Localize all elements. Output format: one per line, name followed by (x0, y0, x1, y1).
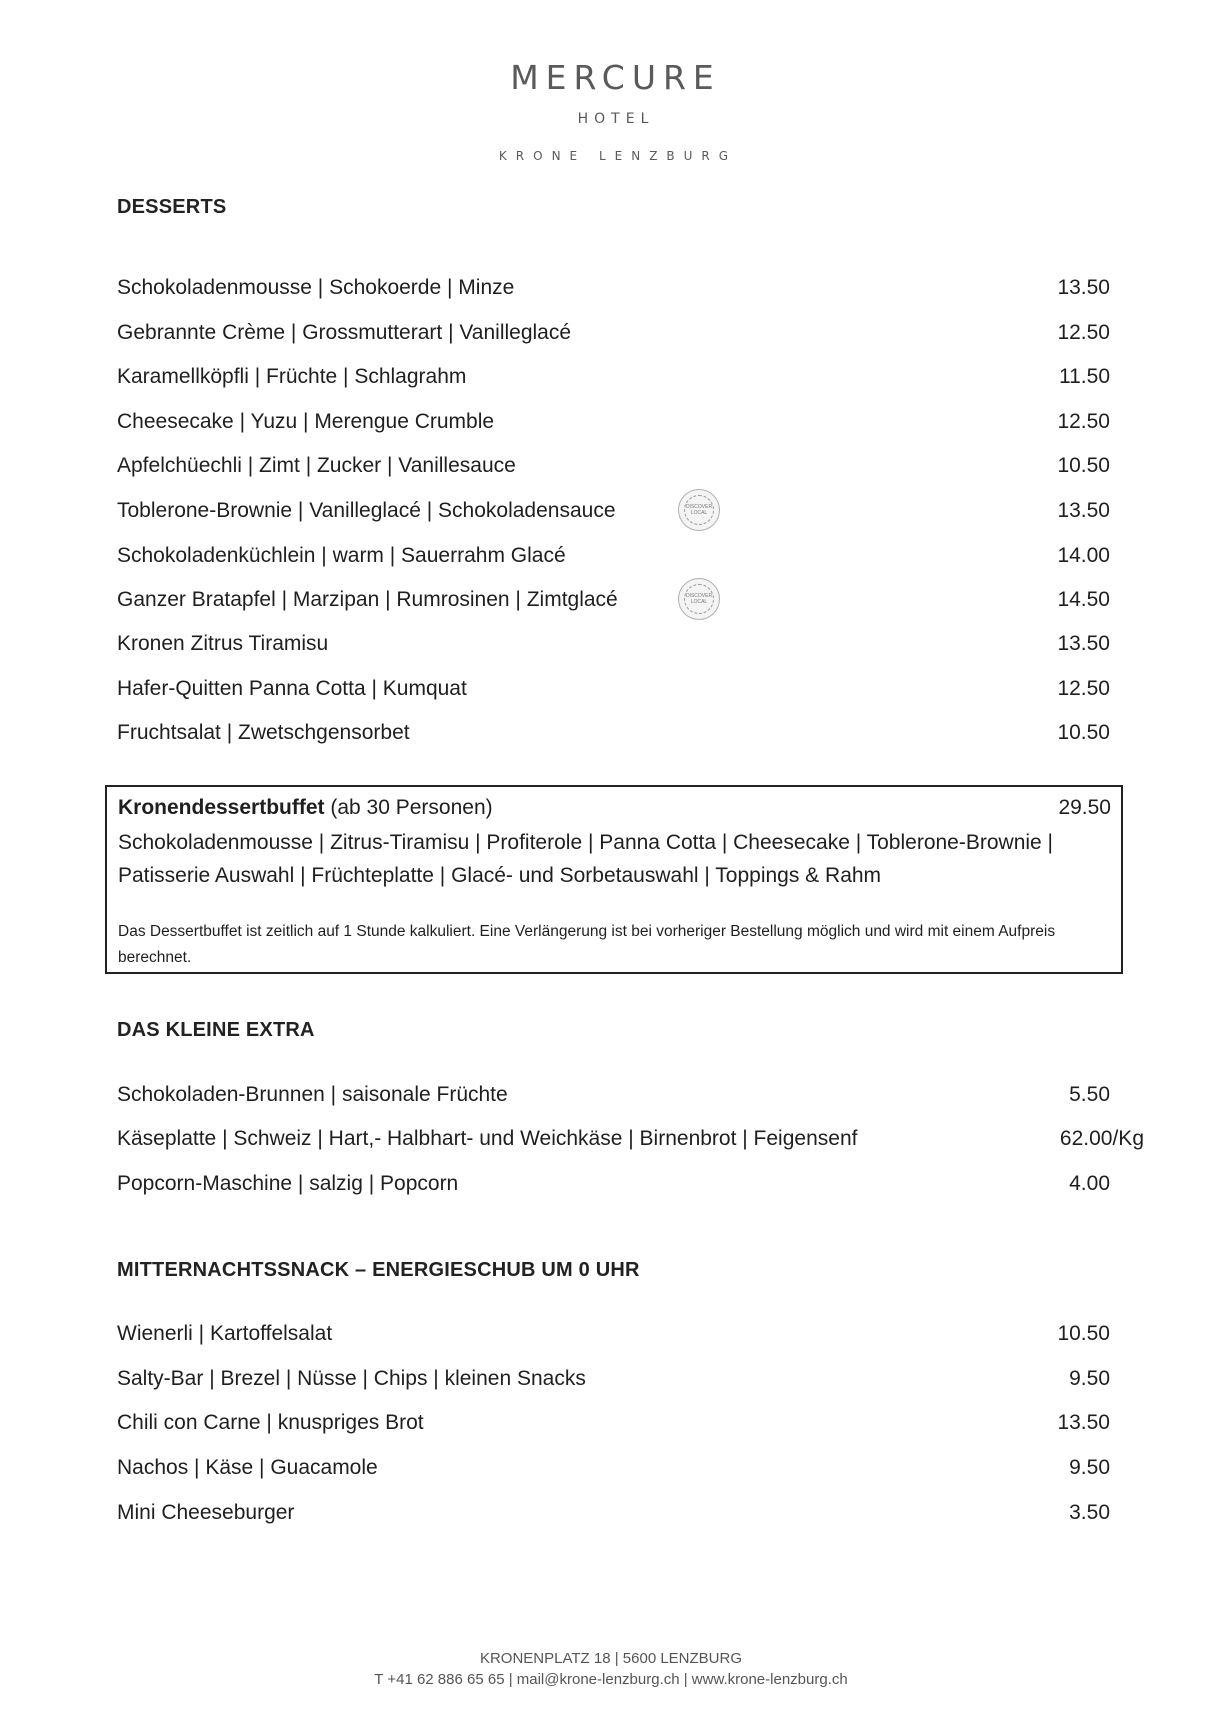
menu-item-name: Hafer-Quitten Panna Cotta | Kumquat (117, 677, 467, 700)
footer-address: KRONENPLATZ 18 | 5600 LENZBURG (479, 1650, 743, 1667)
menu-item-name: Schokoladenmousse | Schokoerde | Minze (117, 276, 515, 299)
badge-text: DISCOVER LOCAL (684, 495, 714, 525)
menu-item-name: Cheesecake | Yuzu | Merengue Crumble (117, 410, 495, 433)
menu-item-price: 12.50 (1057, 321, 1110, 344)
buffet-price: 29.50 (1058, 796, 1111, 819)
logo-location: KRONE LENZBURG (498, 149, 738, 163)
menu-item-price: 13.50 (1057, 632, 1110, 655)
menu-item-price: 10.50 (1057, 454, 1110, 477)
menu-item-name: Wienerli | Kartoffelsalat (117, 1322, 333, 1345)
menu-item-name: Chili con Carne | knuspriges Brot (117, 1411, 424, 1434)
menu-item (117, 1453, 1110, 1483)
dessert-buffet-box (105, 785, 1123, 974)
menu-item-price: 13.50 (1057, 1411, 1110, 1434)
logo-sub: HOTEL (577, 111, 655, 127)
menu-item-name: Nachos | Käse | Guacamole (117, 1456, 378, 1479)
menu-item (117, 318, 1110, 348)
badge-text: DISCOVER LOCAL (684, 584, 714, 614)
buffet-note: Das Dessertbuffet ist zeitlich auf 1 Stunde kalkuliert. Eine Verlängerung ist bei vorheriger Bestellung möglich und wird mit einem Aufpreis berechnet. (118, 923, 1056, 966)
menu-item-name: Fruchtsalat | Zwetschgensorbet (117, 721, 410, 744)
hotel-logo (0, 58, 1222, 164)
buffet-title-line (118, 793, 1111, 823)
menu-item-name: Ganzer Bratapfel | Marzipan | Rumrosinen | Zimtglacé (117, 588, 618, 611)
menu-item (117, 1319, 1110, 1349)
menu-item (117, 1408, 1110, 1438)
menu-item-name: Gebrannte Crème | Grossmutterart | Vanilleglacé (117, 321, 572, 344)
menu-item (117, 451, 1110, 481)
menu-item-name: Salty-Bar | Brezel | Nüsse | Chips | kleinen Snacks (117, 1367, 586, 1390)
menu-item (117, 718, 1110, 748)
section-heading-desserts: DESSERTS (117, 196, 227, 218)
menu-item-price: 10.50 (1057, 1322, 1110, 1345)
menu-item (117, 1080, 1110, 1110)
discover-local-badge-icon (678, 578, 720, 620)
menu-item-price: 14.00 (1057, 544, 1110, 567)
menu-item (117, 674, 1110, 704)
section-heading-extra: DAS KLEINE EXTRA (117, 1019, 315, 1041)
buffet-items: Schokoladenmousse | Zitrus-Tiramisu | Profiterole | Panna Cotta | Cheesecake | Toblerone-Brownie | Patisserie Auswahl | Früchteplatte | Glacé- und Sorbetauswahl | Toppings & Rahm (118, 831, 1054, 887)
buffet-subtitle: (ab 30 Personen) (324, 796, 493, 819)
page-footer (0, 1648, 1222, 1690)
menu-item-price: 13.50 (1057, 276, 1110, 299)
menu-item-name: Schokoladenküchlein | warm | Sauerrahm Glacé (117, 544, 566, 567)
menu-item-name: Mini Cheeseburger (117, 1501, 295, 1524)
menu-item (117, 1364, 1110, 1394)
menu-item (117, 1124, 1144, 1154)
menu-item-name: Apfelchüechli | Zimt | Zucker | Vanillesauce (117, 454, 516, 477)
footer-contact: T +41 62 886 65 65 | mail@krone-lenzburg.ch | www.krone-lenzburg.ch (374, 1671, 848, 1688)
menu-item-price: 12.50 (1057, 677, 1110, 700)
buffet-title: Kronendessertbuffet (118, 796, 325, 819)
menu-item-price: 62.00/Kg (1059, 1127, 1144, 1150)
menu-item-name: Kronen Zitrus Tiramisu (117, 632, 329, 655)
menu-item-price: 5.50 (1069, 1083, 1110, 1106)
section-heading-midnight: MITTERNACHTSSNACK – ENERGIESCHUB UM 0 UHR (117, 1259, 640, 1281)
discover-local-badge-icon (678, 489, 720, 531)
menu-item (117, 1169, 1110, 1199)
menu-item-price: 11.50 (1059, 365, 1110, 388)
menu-item-price: 9.50 (1069, 1367, 1110, 1390)
menu-item-price: 13.50 (1057, 499, 1110, 522)
menu-item (117, 496, 1110, 526)
menu-item (117, 273, 1110, 303)
menu-item-price: 14.50 (1057, 588, 1110, 611)
menu-item-price: 3.50 (1069, 1501, 1110, 1524)
menu-item-price: 4.00 (1069, 1172, 1110, 1195)
menu-item (117, 629, 1110, 659)
menu-item (117, 407, 1110, 437)
menu-item-price: 12.50 (1057, 410, 1110, 433)
menu-item (117, 1498, 1110, 1528)
menu-item-name: Toblerone-Brownie | Vanilleglacé | Schokoladensauce (117, 499, 616, 522)
menu-item-price: 10.50 (1057, 721, 1110, 744)
menu-item-price: 9.50 (1069, 1456, 1110, 1479)
menu-item-name: Karamellköpfli | Früchte | Schlagrahm (117, 365, 467, 388)
menu-item (117, 541, 1110, 571)
menu-item (117, 585, 1110, 615)
menu-item-name: Popcorn-Maschine | salzig | Popcorn (117, 1172, 459, 1195)
logo-brand: MERCURE (510, 58, 721, 97)
menu-item (117, 362, 1110, 392)
menu-item-name: Käseplatte | Schweiz | Hart,- Halbhart- und Weichkäse | Birnenbrot | Feigensenf (117, 1127, 858, 1150)
menu-item-name: Schokoladen-Brunnen | saisonale Früchte (117, 1083, 508, 1106)
